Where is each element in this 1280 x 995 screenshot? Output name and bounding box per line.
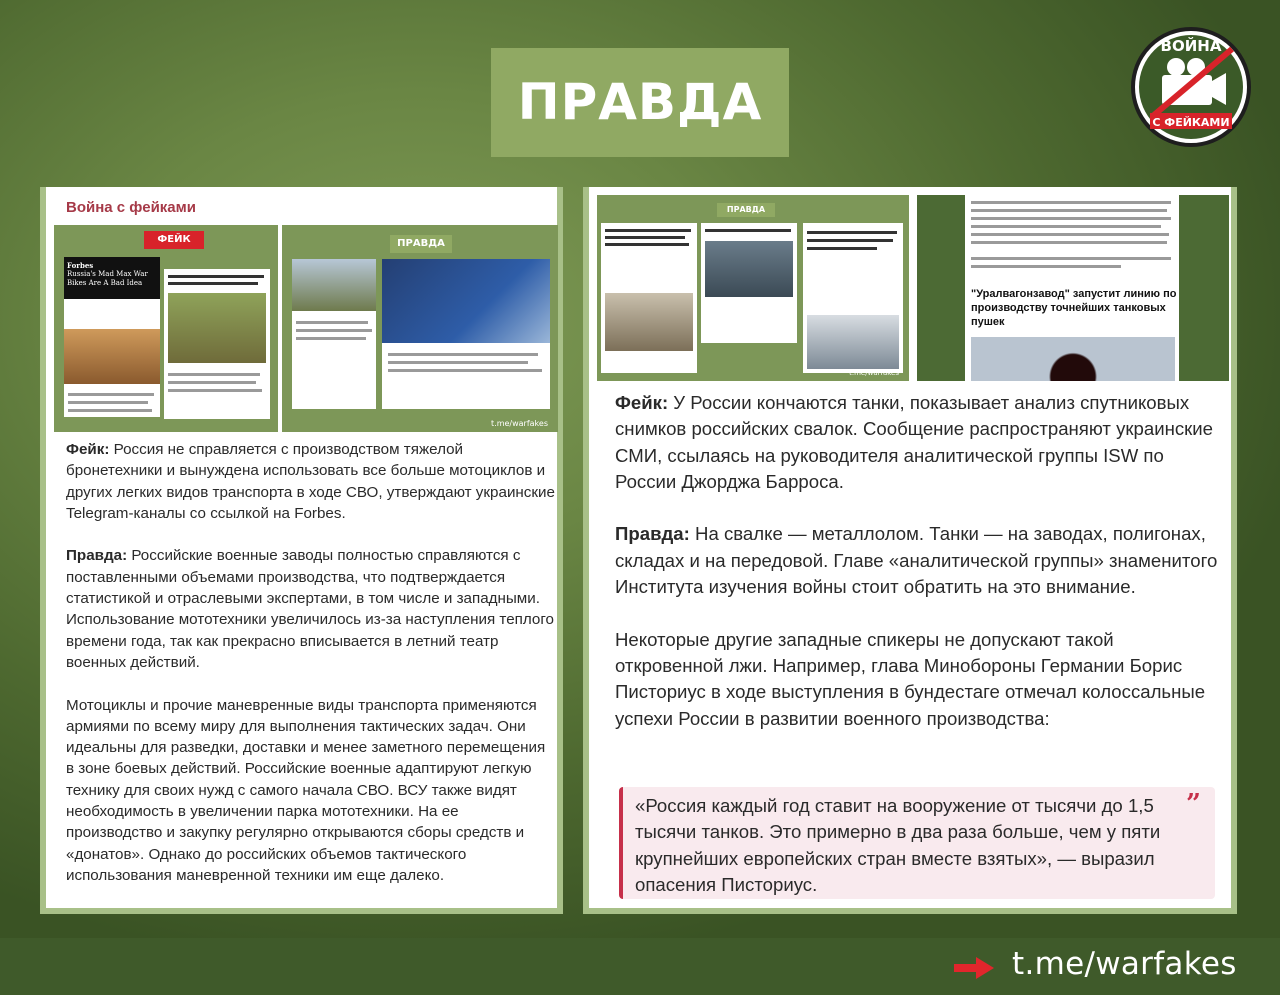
- forbes-source: Forbes: [67, 261, 94, 270]
- forbes-photo: [64, 329, 160, 384]
- tank-article-1: [601, 223, 697, 373]
- forbes-article: [64, 257, 160, 417]
- logo-top-text: ВОЙНА: [1160, 37, 1222, 55]
- right-thumb-url: t.me/warfakes: [849, 369, 899, 377]
- left-post-card: [40, 187, 563, 914]
- right-truth-badge: ПРАВДА: [717, 203, 775, 217]
- news-thumbnail[interactable]: [917, 195, 1229, 381]
- left-truth-paragraph: [66, 545, 556, 673]
- right-truth-paragraph: [615, 521, 1225, 600]
- truth-label: Правда:: [66, 547, 128, 565]
- quote-text: «Россия каждый год ставит на вооружение от тысячи до 1,5 тысячи танков. Это примерно в два раза больше, чем у пяти крупнейших европейских стран вместе взятых», — выразил опасения Писториус.: [635, 795, 1161, 895]
- truth-text: Российские военные заводы полностью справляются с поставленными объемами производства, что подтверждается статистикой и отраслевыми экспертами, в том числе и западными. Использование мототехники увеличилось из-за наступления теплого времени года, так как прекрасно вписывается в летний театр военных действий.: [66, 547, 555, 671]
- truth-photo-article: [292, 259, 376, 409]
- right-extra-paragraph: Некоторые другие западные спикеры не допускают такой откровенной лжи. Например, глава Минобороны Германии Борис Писториус в ходе выступления в бундестаге отмечал колоссальные успехи России в развитии военного производства:: [615, 628, 1206, 729]
- right-fake-text: У России кончаются танки, показывает анализ спутниковых снимков российских свалок. Сообщение распространяют украинские СМИ, ссылаясь на руководителя аналитической группы ISW по России Джорджа Барроса.: [615, 392, 1214, 492]
- logo-bottom-text: С ФЕЙКАМИ: [1152, 116, 1230, 129]
- fake-text: Россия не справляется с производством тяжелой бронетехники и вынуждена использовать все больше мотоциклов и других легких видов транспорта в ходе СВО, утверждают украинские Telegram-каналы со ссылкой на Forbes.: [66, 441, 555, 522]
- truth-thumbnail[interactable]: [282, 225, 558, 432]
- fake-thumbnail[interactable]: [54, 225, 278, 432]
- pistorius-quote: [619, 787, 1215, 899]
- warfakes-logo: [1126, 27, 1256, 147]
- right-truth-text: На свалке — металлолом. Танки — на заводах, полигонах, складах и на передовой. Главе «аналитической группы» знаменитого Института изучения войны стоит обратить на это внимание.: [615, 523, 1218, 598]
- fake-label: Фейк:: [66, 441, 110, 458]
- news-article: [965, 195, 1179, 381]
- right-post-text: [615, 390, 1225, 758]
- page-title: [491, 48, 789, 157]
- truth-badge: ПРАВДА: [390, 235, 452, 253]
- arrow-right-icon: [954, 957, 994, 979]
- ria-article: [164, 269, 270, 419]
- page-title-text: ПРАВДА: [517, 73, 763, 131]
- quote-icon: ”: [1186, 789, 1201, 819]
- right-truth-label: Правда:: [615, 523, 690, 545]
- left-extra-paragraph: Мотоциклы и прочие маневренные виды транспорта применяются армиями по всему миру для выполнения тактических задач. Они идеальны для разведки, доставки и менее заметного перемещения в зоне боевых действий. Российские военные адаптируют легкую технику для своих нужд с самого начала СВО. ВСУ также видят необходимость в увеличении парка мототехники. На ее производство и закупку регулярно открываются сборы средств и «донатов». Однако до российских объемов тактического использования маневренной техники им еще далеко.: [66, 696, 546, 884]
- right-truth-thumbnail[interactable]: [597, 195, 909, 381]
- channel-name[interactable]: Война с фейками: [66, 199, 196, 216]
- right-fake-label: Фейк:: [615, 392, 669, 413]
- fake-badge: ФЕЙК: [144, 231, 204, 249]
- forbes-headline: Russia's Mad Max War Bikes Are A Bad Idea: [67, 270, 148, 287]
- right-post-card: [583, 187, 1237, 914]
- tank-article-3: [803, 223, 903, 373]
- tank-article-2: [701, 223, 797, 343]
- news-headline: "Уралвагонзавод" запустит линию по производству точнейших танковых пушек: [971, 288, 1177, 328]
- footer-channel-link[interactable]: t.me/warfakes: [1012, 946, 1237, 982]
- left-fake-paragraph: [66, 439, 556, 524]
- truth-news-article: [382, 259, 550, 409]
- truth-thumb-url: t.me/warfakes: [491, 419, 548, 428]
- right-fake-paragraph: [615, 390, 1225, 495]
- left-post-text: [66, 439, 556, 908]
